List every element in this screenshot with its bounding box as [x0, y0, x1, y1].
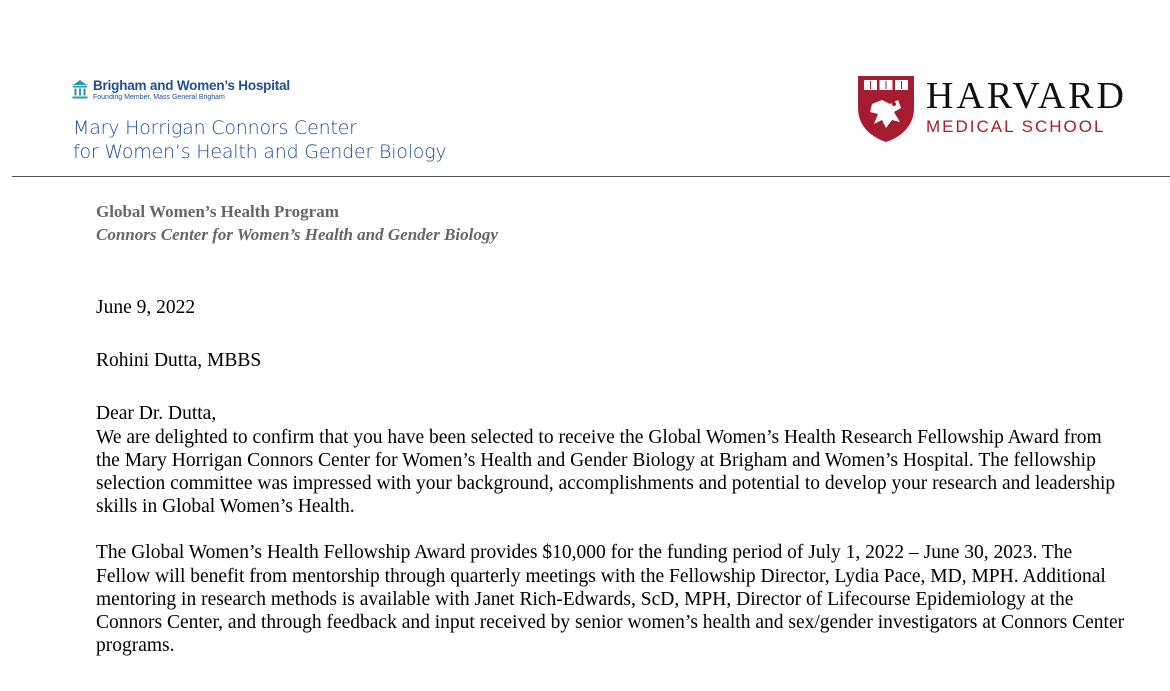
harvard-shield-icon	[856, 74, 916, 144]
hms-logo	[856, 74, 1127, 144]
center-name-line1: Mary Horrigan Connors Center	[73, 117, 357, 139]
building-icon	[72, 79, 88, 99]
program-subtitle: Connors Center for Women’s Health and Gender Biology	[96, 225, 498, 244]
center-name	[73, 116, 446, 164]
center-name-line2: for Women’s Health and Gender Biology	[73, 141, 447, 163]
letter-paragraph-2: The Global Women’s Health Fellowship Award provides $10,000 for the funding period of July 1, 2022 – June 30, 2023. The Fellow will benefit from mentorship through quarterly meetings with the Fellowship Director, Lydia Pace, MD, MPH. Additional mentoring in research methods is available with Janet Rich-Edwards, ScD, MPH, Director of Lifecourse Epidemiology at the Connors Center, and through feedback and input received by senior women’s health and sex/gender investigators at Connors Center programs.	[96, 542, 1125, 657]
program-heading	[96, 200, 498, 246]
letter-salutation: Dear Dr. Dutta,	[96, 403, 217, 425]
hospital-tagline: Founding Member, Mass General Brigham	[93, 94, 225, 101]
letter-date: June 9, 2022	[96, 297, 196, 318]
hospital-name: Brigham and Women’s Hospital	[93, 78, 290, 93]
letter-paragraph-1: We are delighted to confirm that you have been selected to receive the Global Women’s Health Research Fellowship Award from the Mary Horrigan Connors Center for Women’s Health and Gender Biology at Brigham and Women’s Hospital. The fellowship selection committee was impressed with your background, accomplishments and potential to develop your research and leadership skills in Global Women’s Health.	[96, 426, 1116, 518]
program-title: Global Women’s Health Program	[96, 202, 339, 221]
university-name: HARVARD	[926, 75, 1127, 117]
school-name: MEDICAL SCHOOL	[926, 117, 1106, 136]
header-divider	[12, 176, 1170, 177]
letter-recipient: Rohini Dutta, MBBS	[96, 350, 262, 372]
letter-body	[96, 296, 1126, 680]
bwh-logo	[72, 78, 290, 102]
